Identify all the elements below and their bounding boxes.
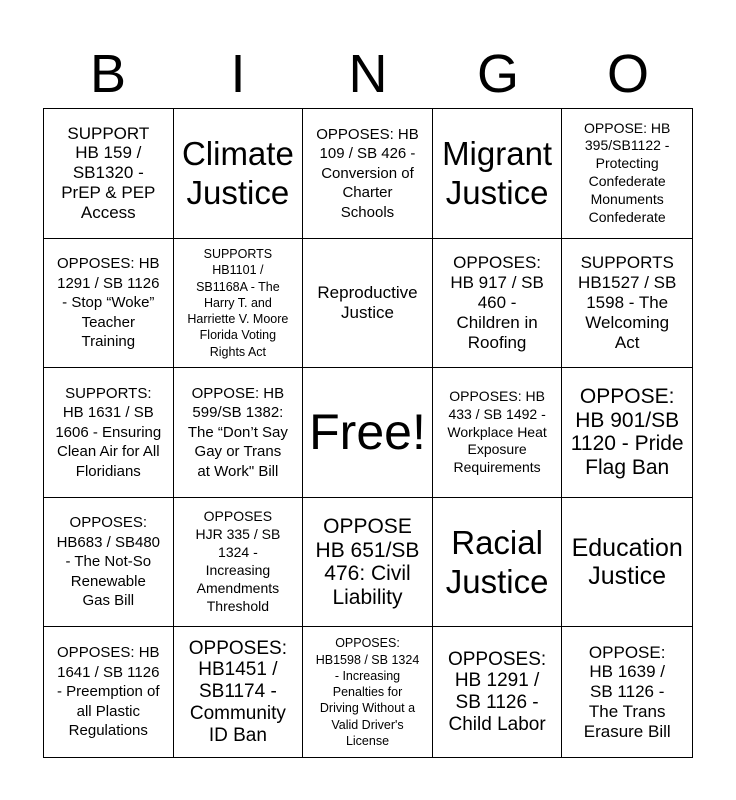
bingo-cell-r1-c4[interactable] <box>433 109 563 239</box>
bingo-cell-r2-c2[interactable] <box>174 239 304 369</box>
cell-text: SUPPORTS: HB 1631 / SB 1606 - Ensuring Clean Air for All Floridians <box>55 384 162 480</box>
cell-text: OPPOSE: HB 599/SB 1382: The “Don’t Say Gay or Trans at Work" Bill <box>187 384 288 480</box>
cell-text: SUPPORTS HB1101 / SB1168A - The Harry T. and Harriette V. Moore Florida Voting Rights Act <box>187 247 289 359</box>
bingo-cell-r4-c4[interactable] <box>433 498 563 628</box>
bingo-cell-r1-c5[interactable] <box>562 109 692 239</box>
bingo-header <box>43 44 693 104</box>
bingo-cell-r2-c3[interactable] <box>303 239 433 369</box>
bingo-cell-r3-c2[interactable] <box>174 368 304 498</box>
bingo-cell-r5-c2[interactable] <box>174 627 304 757</box>
header-letter-g: G <box>476 44 519 104</box>
cell-text: OPPOSE: HB 901/SB 1120 - Pride Flag Ban <box>570 385 684 479</box>
bingo-cell-r1-c2[interactable] <box>174 109 304 239</box>
cell-text: SUPPORT HB 159 / SB1320 - PrEP & PEP Access <box>61 123 156 223</box>
bingo-cell-r2-c1[interactable] <box>44 239 174 369</box>
bingo-cell-free[interactable] <box>303 368 433 498</box>
bingo-cell-r3-c5[interactable] <box>562 368 692 498</box>
cell-text: OPPOSES: HB 1291 / SB 1126 - Stop “Woke” Teacher Training <box>57 255 160 351</box>
header-letter-o: O <box>606 44 649 104</box>
header-letter-n: N <box>348 44 388 104</box>
bingo-card <box>43 108 693 758</box>
cell-text: Reproductive Justice <box>317 283 418 322</box>
cell-text: OPPOSES: HB 109 / SB 426 - Conversion of Charter Schools <box>316 125 419 221</box>
bingo-cell-r1-c3[interactable] <box>303 109 433 239</box>
bingo-cell-r2-c5[interactable] <box>562 239 692 369</box>
header-letter-b: B <box>89 44 127 104</box>
bingo-cell-r5-c1[interactable] <box>44 627 174 757</box>
cell-text: Climate Justice <box>181 134 294 212</box>
bingo-cell-r5-c3[interactable] <box>303 627 433 757</box>
cell-text: Migrant Justice <box>442 134 553 212</box>
cell-text: OPPOSES: HB 433 / SB 1492 - Workplace Heat Exposure Requirements <box>447 387 547 476</box>
cell-text: OPPOSE: HB 395/SB1122 - Protecting Confederate Monuments Confederate <box>584 119 671 226</box>
header-letter-i: I <box>230 44 246 104</box>
bingo-cell-r5-c4[interactable] <box>433 627 563 757</box>
cell-text: OPPOSES: HB683 / SB480 - The Not-So Renewable Gas Bill <box>56 514 160 610</box>
bingo-cell-r4-c2[interactable] <box>174 498 304 628</box>
bingo-cell-r4-c1[interactable] <box>44 498 174 628</box>
cell-text: OPPOSES: HB1598 / SB 1324 - Increasing Penalties for Driving Without a Valid Driver's License <box>315 636 420 748</box>
free-space-text: Free! <box>309 403 426 460</box>
bingo-cell-r3-c4[interactable] <box>433 368 563 498</box>
cell-text: Education Justice <box>571 534 683 591</box>
cell-text: OPPOSES: HB 917 / SB 460 - Children in Roofing <box>450 253 544 352</box>
bingo-cell-r1-c1[interactable] <box>44 109 174 239</box>
cell-text: OPPOSES: HB 1641 / SB 1126 - Preemption of all Plastic Regulations <box>57 644 160 740</box>
bingo-cell-r4-c5[interactable] <box>562 498 692 628</box>
bingo-cell-r4-c3[interactable] <box>303 498 433 628</box>
cell-text: OPPOSES: HB 1291 / SB 1126 - Child Labor <box>447 648 547 736</box>
cell-text: OPPOSES HJR 335 / SB 1324 - Increasing Amendments Threshold <box>195 508 281 614</box>
cell-text: OPPOSE HB 651/SB 476: Civil Liability <box>315 515 420 609</box>
cell-text: OPPOSE: HB 1639 / SB 1126 - The Trans Erasure Bill <box>583 642 671 741</box>
cell-text: Racial Justice <box>445 523 549 601</box>
bingo-cell-r5-c5[interactable] <box>562 627 692 757</box>
bingo-cell-r3-c1[interactable] <box>44 368 174 498</box>
bingo-cell-r2-c4[interactable] <box>433 239 563 369</box>
cell-text: OPPOSES: HB1451 / SB1174 - Community ID Ban <box>188 637 287 746</box>
cell-text: SUPPORTS HB1527 / SB 1598 - The Welcoming Act <box>578 253 677 352</box>
